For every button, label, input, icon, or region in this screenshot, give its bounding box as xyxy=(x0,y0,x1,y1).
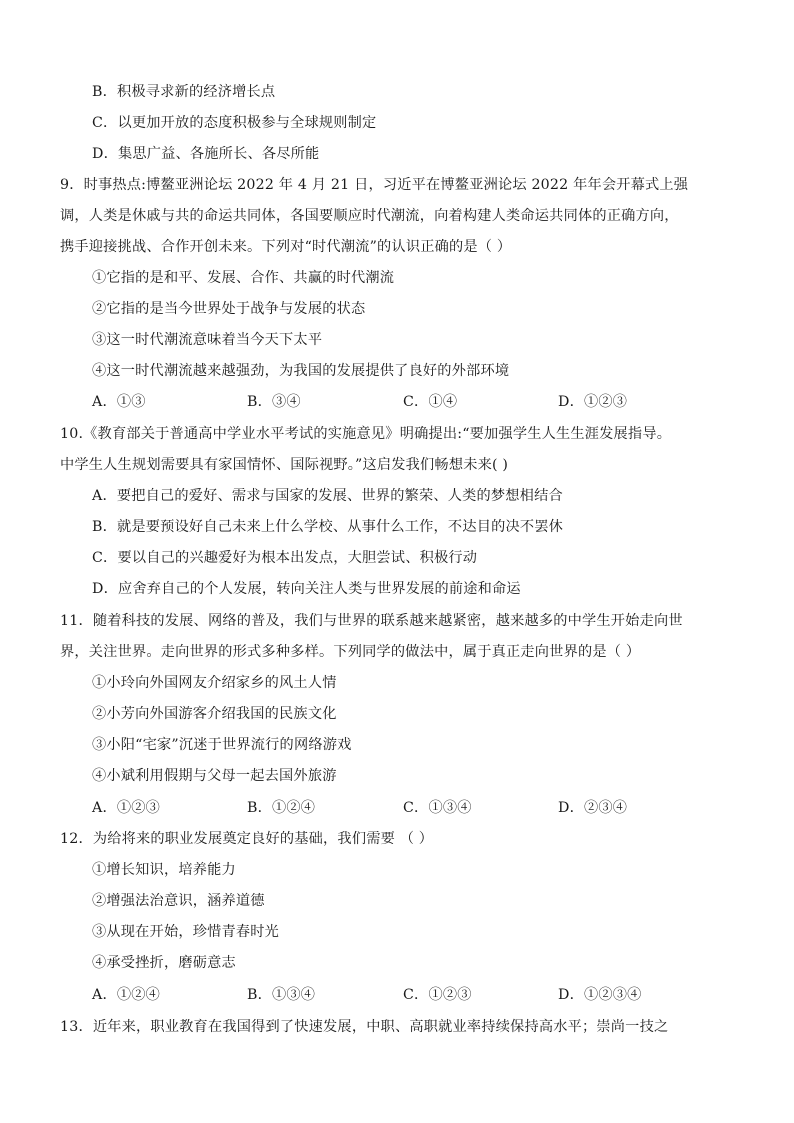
q10-stem-line-2: 中学生人生规划需要具有家国情怀、国际视野。”这启发我们畅想未来( ) xyxy=(60,457,509,473)
q10-option-a: A．要把自己的爱好、需求与国家的发展、世界的繁荣、人类的梦想相结合 xyxy=(92,488,563,504)
q10-option-c: C．要以自己的兴趣爱好为根本出发点，大胆尝试、积极行动 xyxy=(92,550,478,566)
q11-statement-3: ③小阳“宅家”沉迷于世界流行的网络游戏 xyxy=(92,737,352,753)
q11-options xyxy=(0,798,700,818)
q10-option-b: B．就是要预设好自己未来上什么学校、从事什么工作，不达目的决不罢休 xyxy=(92,519,564,535)
q11-option-b: B．①②④ xyxy=(247,800,316,816)
q10-stem-line-1: 10.《教育部关于普通高中学业水平考试的实施意见》明确提出:“要加强学生人生生涯发展指导。 xyxy=(60,426,672,442)
q12-statement-4: ④承受挫折，磨砺意志 xyxy=(92,955,236,971)
q13-stem-line-1: 13．近年来，职业教育在我国得到了快速发展，中职、高职就业率持续保持高水平；崇尚一技之 xyxy=(60,1019,669,1035)
q11-statement-4: ④小斌利用假期与父母一起去国外旅游 xyxy=(92,768,337,784)
q9-stem-line-2: 调，人类是休戚与共的命运共同体，各国要顺应时代潮流，向着构建人类命运共同体的正确方向， xyxy=(60,208,679,224)
q9-statement-4: ④这一时代潮流越来越强劲，为我国的发展提供了良好的外部环境 xyxy=(92,363,510,379)
q9-option-a: A．①③ xyxy=(92,394,146,410)
q11-option-a: A．①②③ xyxy=(92,800,160,816)
q12-stem: 12．为给将来的职业发展奠定良好的基础，我们需要 （ ） xyxy=(60,831,434,847)
q11-option-d: D．②③④ xyxy=(558,800,628,816)
q10-option-d: D．应舍弃自己的个人发展，转向关注人类与世界发展的前途和命运 xyxy=(92,581,521,597)
q9-statement-1: ①它指的是和平、发展、合作、共赢的时代潮流 xyxy=(92,270,395,286)
q8-option-d: D．集思广益、各施所长、各尽所能 xyxy=(92,146,320,162)
q12-statement-3: ③从现在开始，珍惜青春时光 xyxy=(92,924,280,940)
q12-option-d: D．①②③④ xyxy=(558,987,642,1003)
q9-option-b: B．③④ xyxy=(247,394,301,410)
q12-statement-2: ②增强法治意识，涵养道德 xyxy=(92,893,265,909)
q9-stem-line-1: 9．时事热点:博鳌亚洲论坛 2022 年 4 月 21 日，习近平在博鳌亚洲论坛 2022 年年会开幕式上强 xyxy=(60,177,689,193)
q9-options xyxy=(0,392,700,412)
q12-option-a: A．①②④ xyxy=(92,987,160,1003)
q8-option-c: C．以更加开放的态度积极参与全球规则制定 xyxy=(92,115,377,131)
q12-option-b: B．①③④ xyxy=(247,987,316,1003)
q9-statement-2: ②它指的是当今世界处于战争与发展的状态 xyxy=(92,301,366,317)
q11-stem-line-2: 界，关注世界。走向世界的形式多种多样。下列同学的做法中，属于真正走向世界的是（ ） xyxy=(60,644,641,660)
q11-statement-2: ②小芳向外国游客介绍我国的民族文化 xyxy=(92,706,337,722)
q12-options xyxy=(0,985,700,1005)
q11-option-c: C．①③④ xyxy=(403,800,472,816)
q9-stem-line-3: 携手迎接挑战、合作开创未来。下列对“时代潮流”的认识正确的是（ ） xyxy=(60,239,512,255)
q8-option-b: B．积极寻求新的经济增长点 xyxy=(92,84,276,100)
q11-stem-line-1: 11．随着科技的发展、网络的普及，我们与世界的联系越来越紧密，越来越多的中学生开始走向世 xyxy=(60,613,683,629)
q9-statement-3: ③这一时代潮流意味着当今天下太平 xyxy=(92,332,323,348)
q12-option-c: C．①②③ xyxy=(403,987,472,1003)
q11-statement-1: ①小玲向外国网友介绍家乡的风土人情 xyxy=(92,675,337,691)
q9-option-c: C．①④ xyxy=(403,394,458,410)
q9-option-d: D．①②③ xyxy=(558,394,628,410)
q12-statement-1: ①增长知识，培养能力 xyxy=(92,862,236,878)
